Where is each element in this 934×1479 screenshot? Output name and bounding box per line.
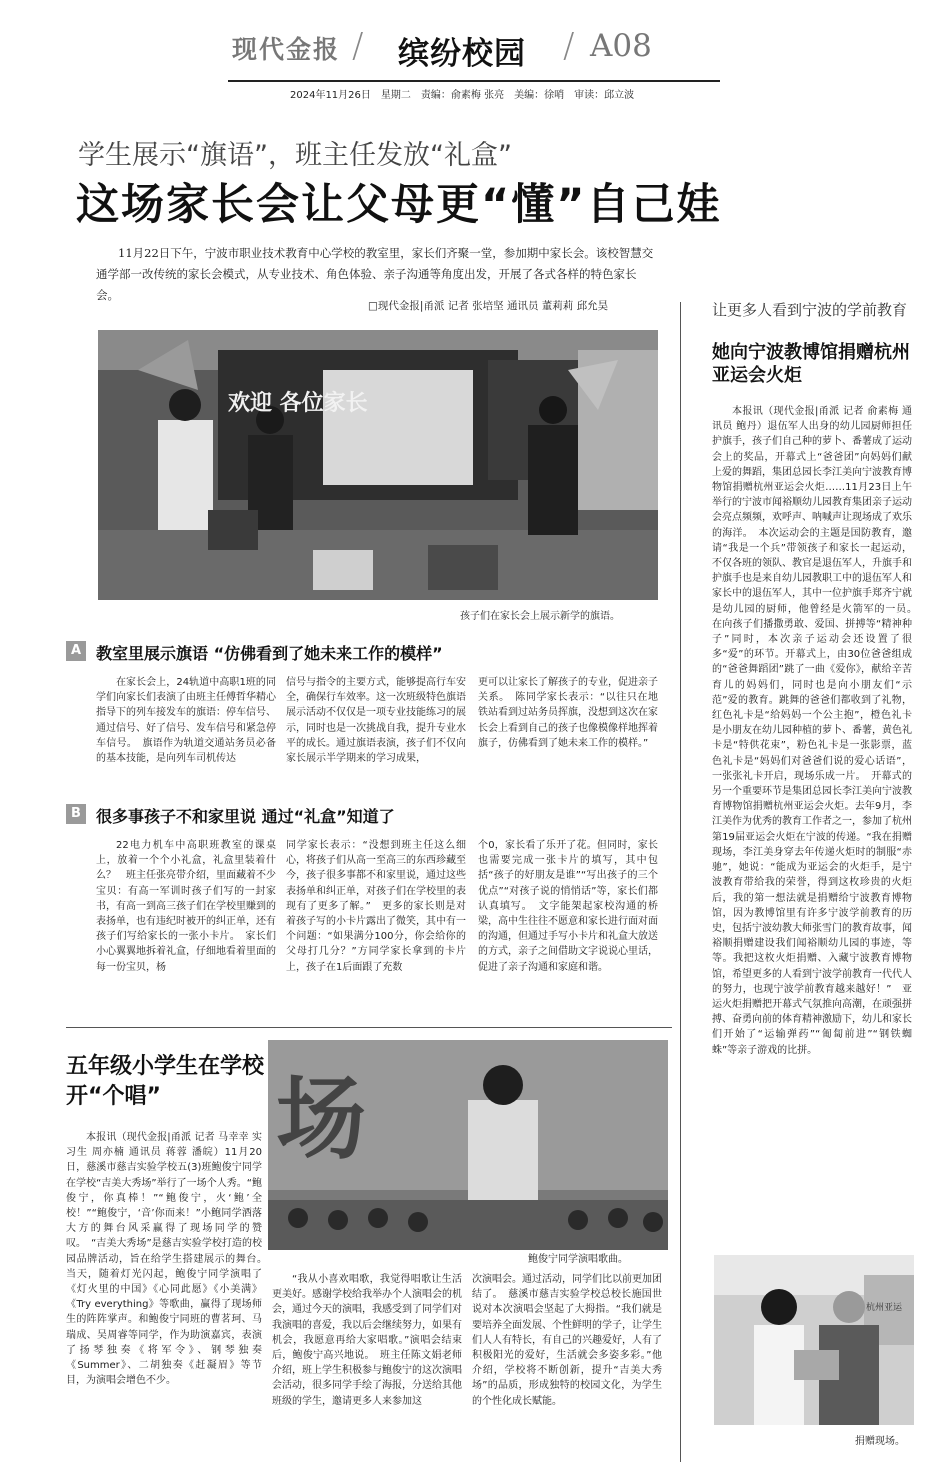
singing-photo-caption: 鲍俊宁同学演唱歌曲。 <box>528 1254 628 1265</box>
section-b-col3-text: 个0，家长看了乐开了花。但同时，家长也需要完成一张卡片的填写，其中包括“孩子的好朋友是谁”“写出孩子的三个优点”“对孩子说的悄悄话”等，家长们都认真填写。 文字能架起家校沟通的桥梁，高中生往往不愿意和家长进行面对面的沟通，但通过手写小卡片和礼盒大放送的方式，亲子之间借助文字说说心里话，促进了亲子沟通和家庭和谐。 <box>478 840 658 973</box>
article-kicker: 学生展示“旗语”，班主任发放“礼盒” <box>78 140 512 171</box>
column-divider <box>680 302 681 1462</box>
singing-photo-art <box>268 1040 668 1250</box>
flag-signal-photo <box>98 330 658 600</box>
section-b-col2-text: 同学家长表示：“没想到班主任这么细心，将孩子们从高一至高三的东西珍藏至今，孩子很多事都不和家里说，通过这些表扬单和纠正单，对孩子们在学校里的表现有了更多了解。” 更多的家长则是对着孩子写的小卡片露出了微笑，其中有一个问题：“如果满分100分，你会给你的父母打几分？”方同学家长拿到的卡片上，孩子在1后面跟了充数 <box>286 840 466 973</box>
section-b-col1 <box>96 838 276 975</box>
section-a-col3-text: 更可以让家长了解孩子的专业，促进亲子关系。 陈同学家长表示：“以往只在地铁站看到过站务员挥旗，没想到这次在家长会上看到自己的孩子也像模像样地挥着旗子，仿佛看到了她未来工作的模样。” <box>478 677 658 749</box>
torch-donation-photo <box>714 1255 914 1425</box>
singing-photo <box>268 1040 668 1250</box>
flag-signal-photo-art <box>98 330 658 600</box>
header-meta: 2024年11月26日 星期二 责编：俞素梅 张亮 美编：徐哨 审读：邱立波 <box>290 90 635 101</box>
story2-col1-text: 本报讯（现代金报|甬派 记者 马幸幸 实习生 周亦楠 通讯员 蒋蓉 潘皖）11月20日，慈溪市慈吉实验学校五(3)班鲍俊宁同学在学校“吉美大秀场”举行了一场个人秀。“鲍俊宁，你真棒！”“鲍俊宁，火‘鲍’全校！”“鲍俊宁，‘音’你而来！”小鲍同学酒落大方的舞台风采赢得了现场同学的赞叹。 “吉美大秀场”是慈吉实验学校打造的校园品牌活动，旨在给学生搭建展示的舞台。 当天，随着灯光闪起，鲍俊宁同学演唱了《灯火里的中国》《心同此愿》《小美满》《Try everything》等歌曲，赢得了现场师生的阵阵掌声。和鲍俊宁同班的曹茗珂、马瑞成、吴周睿等同学，作为助演嘉宾，表演了扬琴独奏《将军令》、钢琴独奏《Summer》、二胡独奏《赶凝眉》等节目，为演唱会增色不少。 <box>66 1132 272 1387</box>
section-b-title: 很多事孩子不和家里说 通过“礼盒”知道了 <box>96 807 395 826</box>
newspaper-brand: 现代金报 <box>232 35 341 64</box>
story2-col3 <box>472 1272 662 1409</box>
section-b-marker: B <box>66 804 86 824</box>
banner-text: 杭州亚运 <box>866 1303 903 1313</box>
stage-backdrop-text: 场 <box>276 1067 366 1172</box>
flag-photo-caption: 孩子们在家长会上展示新学的旗语。 <box>460 611 620 622</box>
section-a-col2-text: 信号与指令的主要方式，能够提高行车安全，确保行车效率。这一次班级特色旗语展示活动不仅仅是一项专业技能练习的展示，同时也是一次挑战自我，提升专业水平的成长。通过旗语表演，孩子们不仅向家长展示半学期来的学习成果， <box>286 677 466 765</box>
torch-donation-photo-art <box>714 1255 914 1425</box>
story2-col1 <box>66 1130 272 1388</box>
story2-col2-text: “我从小喜欢唱歌，我觉得唱歌让生活更美好。感谢学校给我举办个人演唱会的机会，通过今天的演唱，我感受到了同学们对我演唱的喜爱，我以后会继续努力，如果有机会，我愿意再给大家唱歌。”演唱会结束后，鲍俊宁高兴地说。 班主任陈文娟老师介绍，班上学生积极参与鲍俊宁的这次演唱会活动，很多同学手绘了海报，分送给其他班级的学生，邀请更多人来参加这 <box>272 1274 462 1407</box>
story-divider <box>66 1027 672 1028</box>
section-b-col1-text: 22电力机车中高职班教室的课桌上，放着一个个小礼盒，礼盒里装着什么？ 班主任张亮带介绍，里面藏着不少宝贝：有高一军训时孩子们写的一封家书，有高一到高三孩子们在学校里赚到的表扬单，也有违纪时被开的纠正单，还有孩子们写给家长的一张小卡片。 家长们小心翼翼地拆着礼盒，仔细地看着里面的每一份宝贝，杨 <box>96 840 276 973</box>
sidebar-kicker: 让更多人看到宁波的学前教育 <box>712 301 908 319</box>
section-a-col1-text: 在家长会上，24轨道中高职1班的同学们向家长们表演了由班主任傅哲华精心指导下的列车接发车的旗语：停车信号、通过信号、好了信号、发车信号和紧急停车信号。 旗语作为轨道交通站务员必备的基本技能，是向列车司机传达 <box>96 677 276 765</box>
story2-col2 <box>272 1272 462 1409</box>
page-number: A08 <box>590 28 652 64</box>
article-headline: 这场家长会让父母更“懂”自己娃 <box>76 180 722 230</box>
torch-photo-caption: 捐赠现场。 <box>855 1436 905 1447</box>
story2-col3-text: 次演唱会。通过活动，同学们比以前更加团结了。 慈溪市慈吉实验学校总校长施国世说对本次演唱会坚起了大拇指。“我们就是要培养全面发展、个性鲜明的学子，让学生们人人有特长，有自己的兴趣爱好，人有了积极阳光的爱好，生活就会多姿多彩。”他介绍，学校将不断创新，提升“吉美大秀场”的品质，形成独特的校园文化，为学生的个性化成长赋能。 <box>472 1274 662 1407</box>
article-byline: □现代金报|甬派 记者 张培坚 通讯员 董莉莉 邱允昊 <box>368 300 609 312</box>
section-b-col2 <box>286 838 466 975</box>
section-a-col3 <box>478 675 658 751</box>
sidebar-headline: 她向宁波教博馆捐赠杭州亚运会火炬 <box>712 342 910 386</box>
sidebar-body <box>712 404 922 1058</box>
header-slash: / <box>352 26 364 66</box>
section-a-col2 <box>286 675 466 766</box>
story2-headline: 五年级小学生在学校开“个唱” <box>66 1054 265 1109</box>
section-a-col1 <box>96 675 276 766</box>
section-a-marker: A <box>66 641 86 661</box>
header-rule <box>228 80 720 82</box>
section-a-title: 教室里展示旗语 “仿佛看到了她未来工作的模样” <box>96 644 443 663</box>
header-slash: / <box>563 26 575 66</box>
article-lead: 11月22日下午，宁波市职业技术教育中心学校的教室里，家长们齐聚一堂，参加期中家长会。该校智慧交通学部一改传统的家长会模式，从专业技术、角色体验、亲子沟通等角度出发，开展了各式各样的特色家长会。 <box>96 246 654 302</box>
section-b-col3 <box>478 838 658 975</box>
section-title: 缤纷校园 <box>398 36 526 72</box>
board-welcome-text: 欢迎 各位家长 <box>228 390 368 416</box>
sidebar-body-text: 本报讯（现代金报|甬派 记者 俞素梅 通讯员 鲍丹）退伍军人出身的幼儿园厨师担任护旗手，孩子们自己种的萝卜、番薯成了运动会上的奖品，开幕式上“爸爸团”向妈妈们献上爱的舞蹈，集团总园长李江美向宁波教育博物馆捐赠杭州亚运会火炬……11月23日上午举行的宁波市闻裕顺幼儿园教育集团亲子运动会亮点频频，欢呼声、呐喊声让现场成了欢乐的海洋。 本次运动会的主题是国防教育，邀请“我是一个兵”带领孩子和家长一起运动，不仅各班的领队、教官是退伍军人，升旗手和护旗手也是来自幼儿园教职工中的退伍军人和家长中的退伍军人，其中一位护旗手郑齐宁就是幼儿园的厨师，他曾经是火箭军的一员。 在向孩子们播撒勇敢、爱国、拼搏等“精神种子”同时，本次亲子运动会还设置了很多“爱”的环节。开幕式上，由30位爸爸组成的“爸爸舞蹈团”跳了一曲《爱你》，献给辛苦育儿的妈妈们，同时也是向小朋友们“示范”爱的教育。跳舞的爸爸们都收到了礼物，红色礼卡是“给妈妈一个公主抱”，橙色礼卡是小朋友在幼儿园种植的萝卜、番薯，黄色礼卡是“特供花束”，粉色礼卡是一张影票，蓝色礼卡是“妈妈们对爸爸们说的爱心话语”，一张张礼卡开启，现场乐成一片。 开幕式的另一个重要环节是集团总园长李江美向宁波教育博物馆捐赠杭州亚运会火炬。去年9月，李江美作为优秀的教育工作者之一，参加了杭州第19届亚运会火炬在宁波的传递。“我在捐赠现场，李江美身穿去年传递火炬时的制服“赤驰”，她说：“能成为亚运会的火炬手，是宁波教育带给我的荣誉，得到这枚珍贵的火炬后，我的第一想法就是捐赠给宁波教育博物馆，因为教博馆里有许多宁波学前教育的历史，包括宁波幼教大师张雪门的教育故事，闻裕顺捐赠建设我们闻裕顺幼儿园的事迹，等等。我把这枚火炬捐赠、入藏宁波教育博物馆，希望更多的人看到宁波学前教育一代代人的努力，也现宁波学前教育越来越好！” 亚运火炬捐赠把开幕式气氛推向高潮，在顽强拼搏、奋勇向前的体育精神激励下，幼儿和家长们开始了“运输弹药”“匍匐前进”“钢铁蜘蛛”等亲子游戏的比拼。 <box>712 406 922 1056</box>
